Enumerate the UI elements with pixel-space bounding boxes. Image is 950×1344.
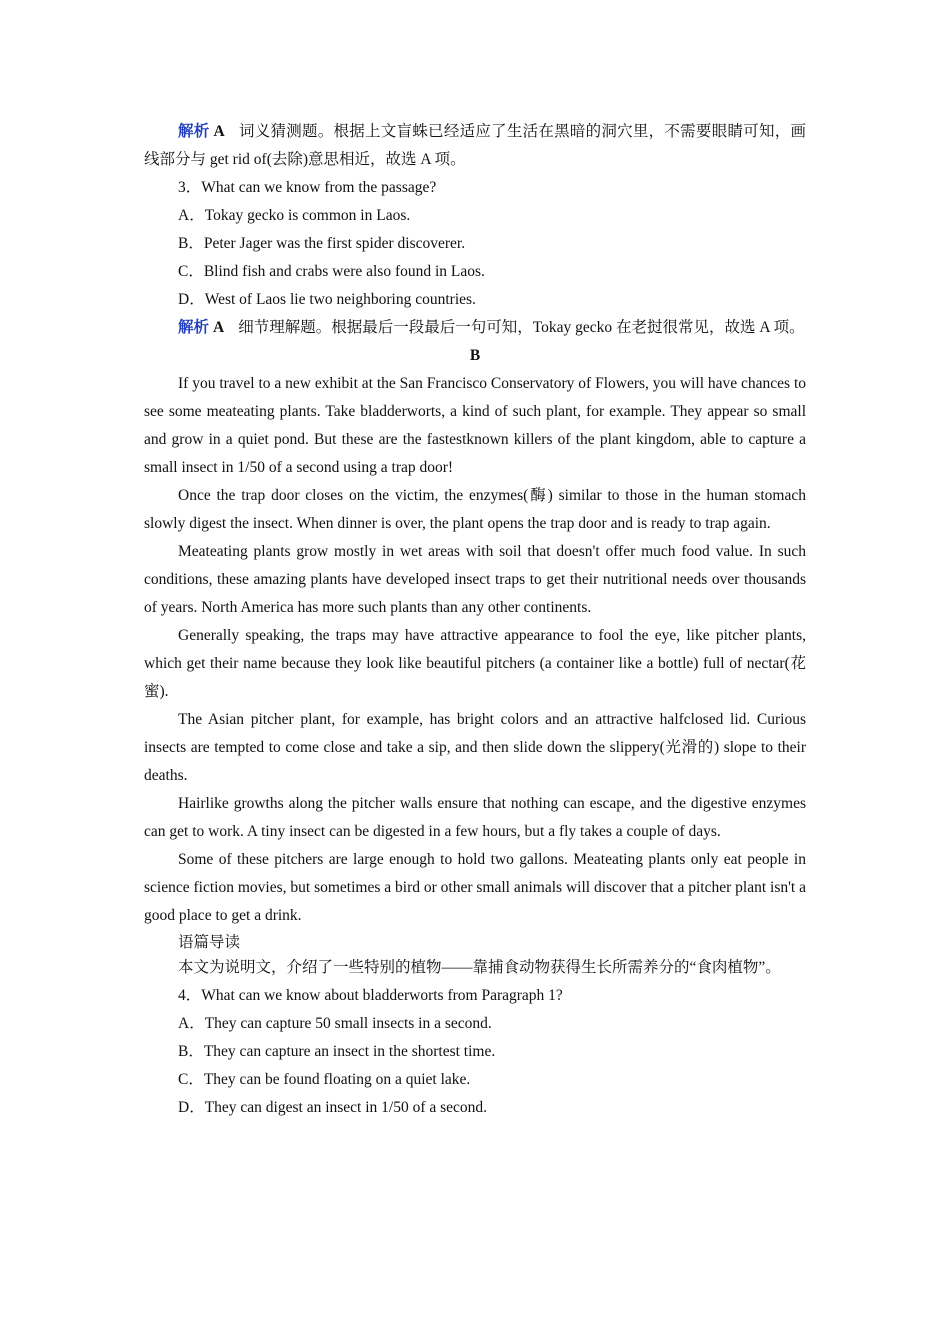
document-page — [144, 118, 806, 1122]
answer-explanation-3 — [144, 314, 806, 342]
answer-letter: A — [213, 319, 225, 336]
answer-letter: A — [213, 123, 225, 140]
answer-text: 词义猜测题。根据上文盲蛛已经适应了生活在黑暗的洞穴里，不需要眼睛可知，画线部分与 get rid of(去除)意思相近，故选 A 项。 — [144, 123, 806, 168]
question-4-option-b: B．They can capture an insect in the shortest time. — [178, 1043, 496, 1060]
question-4-stem: 4．What can we know about bladderworts from Paragraph 1? — [178, 987, 563, 1004]
guide-text: 本文为说明文，介绍了一些特别的植物——靠捕食动物获得生长所需养分的“食肉植物”。 — [178, 959, 781, 976]
passage-paragraph: Hairlike growths along the pitcher walls ensure that nothing can escape, and the digestive enzymes can get to work. A tiny insect can be digested in a few hours, but a fly takes a couple of days. — [144, 795, 806, 840]
question-3-option-d: D．West of Laos lie two neighboring countries. — [178, 291, 476, 308]
question-3-option-a: A．Tokay gecko is common in Laos. — [178, 207, 411, 224]
answer-explanation-2 — [144, 118, 806, 174]
answer-label: 解析 — [178, 319, 210, 336]
question-4-option-a: A．They can capture 50 small insects in a second. — [178, 1015, 492, 1032]
question-3-option-c: C．Blind fish and crabs were also found in Laos. — [178, 263, 485, 280]
question-4-option-c: C．They can be found floating on a quiet lake. — [178, 1071, 471, 1088]
answer-text: 细节理解题。根据最后一段最后一句可知，Tokay gecko 在老挝很常见，故选 A 项。 — [238, 319, 805, 336]
answer-label: 解析 — [178, 123, 210, 140]
question-3-stem: 3．What can we know from the passage? — [178, 179, 437, 196]
section-heading-b: B — [469, 347, 481, 364]
question-3-option-b: B．Peter Jager was the first spider discoverer. — [178, 235, 466, 252]
question-4-option-d: D．They can digest an insect in 1/50 of a second. — [178, 1099, 488, 1116]
passage-paragraph: Meateating plants grow mostly in wet areas with soil that doesn't offer much food value. In such conditions, these amazing plants have developed insect traps to get their nutritional needs over thousands of years. North America has more such plants than any other continents. — [144, 543, 806, 616]
passage-paragraph: The Asian pitcher plant, for example, has bright colors and an attractive halfclosed lid. Curious insects are tempted to come close and take a sip, and then slide down the slippery(光滑的) slope to their deaths. — [144, 711, 806, 784]
passage-paragraph: Generally speaking, the traps may have attractive appearance to fool the eye, like pitcher plants, which get their name because they look like beautiful pitchers (a container like a bottle) full of nectar(花蜜). — [144, 627, 806, 700]
passage-paragraph: Some of these pitchers are large enough to hold two gallons. Meateating plants only eat people in science fiction movies, but sometimes a bird or other small animals will discover that a pitcher plant isn't a good place to get a drink. — [144, 851, 806, 924]
passage-paragraph: If you travel to a new exhibit at the San Francisco Conservatory of Flowers, you will have chances to see some meateating plants. Take bladderworts, a kind of such plant, for example. They appear so small and grow in a quiet pond. But these are the fastestknown killers of the plant kingdom, able to capture a small insect in 1/50 of a second using a trap door! — [144, 375, 807, 476]
guide-title: 语篇导读 — [178, 934, 241, 951]
passage-paragraph: Once the trap door closes on the victim, the enzymes(酶) similar to those in the human stomach slowly digest the insect. When dinner is over, the plant opens the trap door and is ready to trap again. — [144, 487, 806, 532]
